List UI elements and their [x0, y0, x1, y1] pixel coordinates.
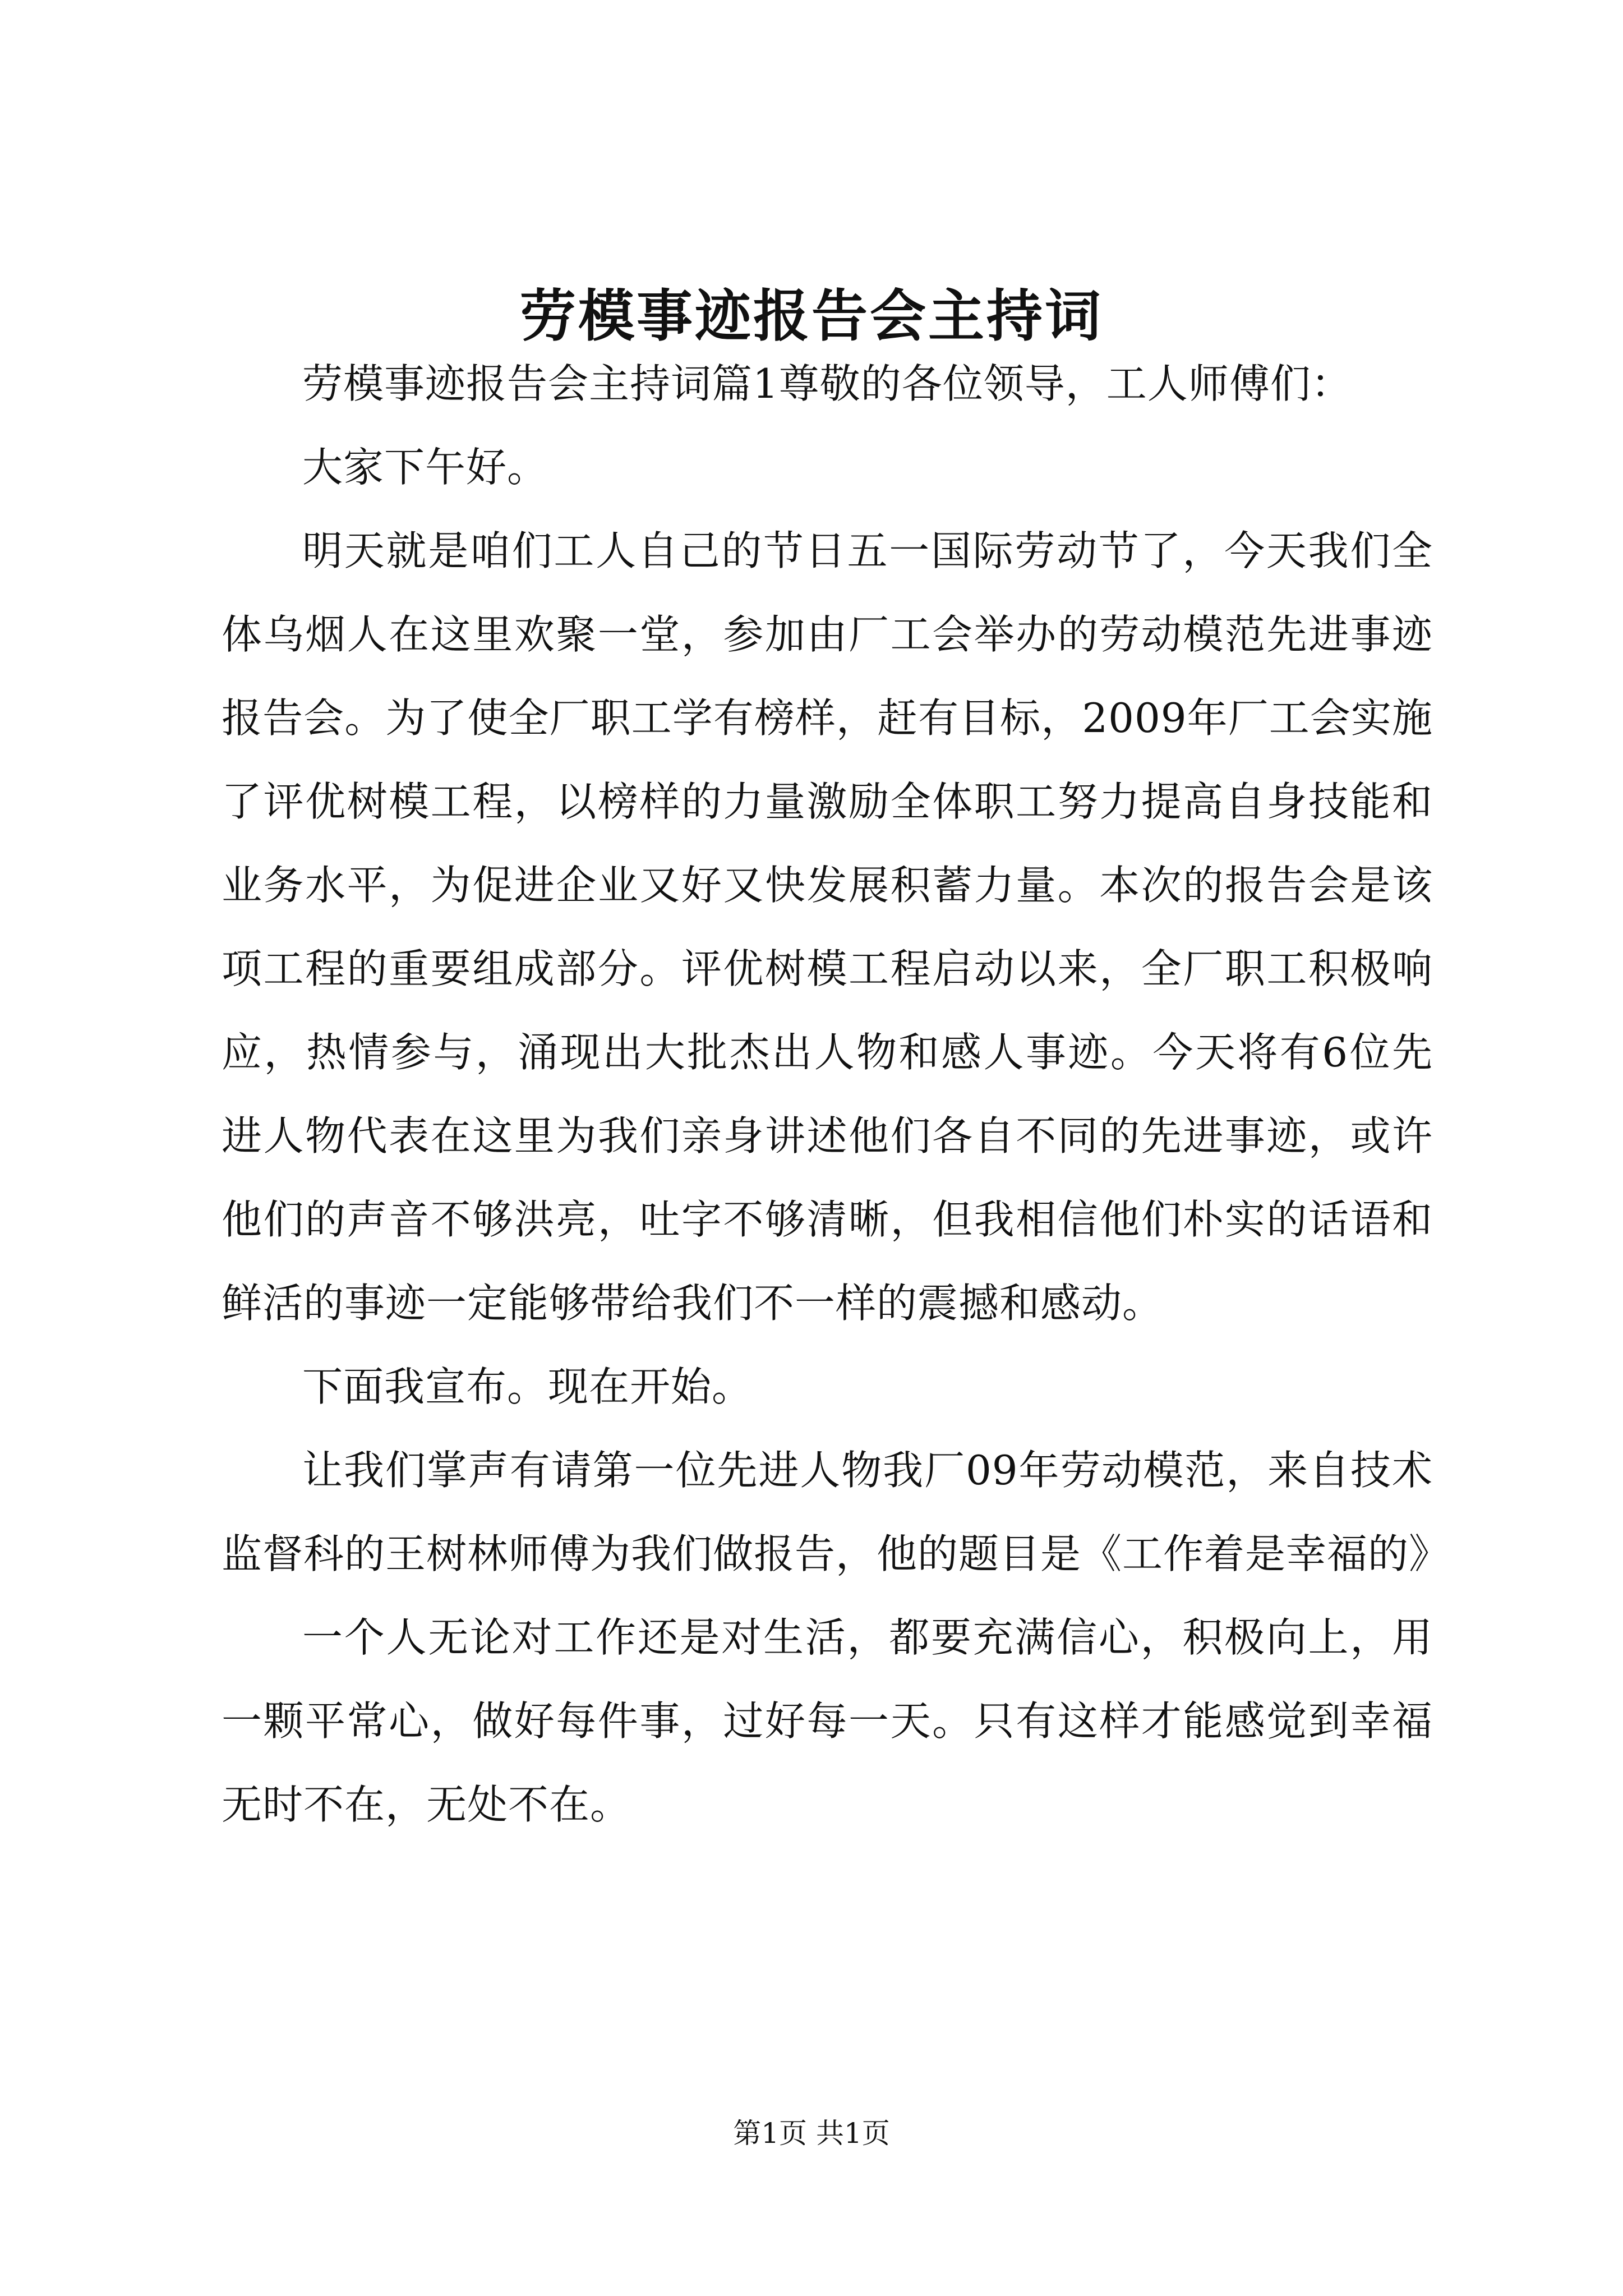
- paragraph-introduction: 明天就是咱们工人自己的节日五一国际劳动节了，今天我们全体乌烟人在这里欢聚一堂，参加由厂工会举办的劳动模范先进事迹报告会。为了使全厂职工学有榜样，赶有目标，2009年厂工会实施了评优树模工程，以榜样的力量激励全体职工努力提高自身技能和业务水平，为促进企业又好又快发展积蓄力量。本次的报告会是该项工程的重要组成部分。评优树模工程启动以来，全厂职工积极响应，热情参与，涌现出大批杰出人物和感人事迹。今天将有6位先进人物代表在这里为我们亲身讲述他们各自不同的先进事迹，或许他们的声音不够洪亮，吐字不够清晰，但我相信他们朴实的话语和鲜活的事迹一定能够带给我们不一样的震撼和感动。: [222, 527, 1433, 1327]
- document-body: [222, 342, 1450, 1847]
- paragraph-good-afternoon: 大家下午好。: [302, 444, 548, 491]
- paragraph-speech-excerpt: 一个人无论对工作还是对生活，都要充满信心，积极向上，用一颗平常心，做好每件事，过好每一天。只有这样才能感觉到幸福无时不在，无处不在。: [222, 1614, 1433, 1828]
- paragraph-announcement: 下面我宣布。现在开始。: [302, 1363, 753, 1410]
- paragraph-first-speaker: 让我们掌声有请第一位先进人物我厂09年劳动模范，来自技术监督科的王树林师傅为我们做报告，他的题目是《工作着是幸福的》: [222, 1447, 1450, 1577]
- page-number-footer: 第1页 共1页: [733, 2117, 890, 2150]
- paragraph-greeting: 劳模事迹报告会主持词篇1尊敬的各位领导，工人师傅们：: [302, 360, 1352, 407]
- document-title: 劳模事迹报告会主持词: [520, 283, 1103, 349]
